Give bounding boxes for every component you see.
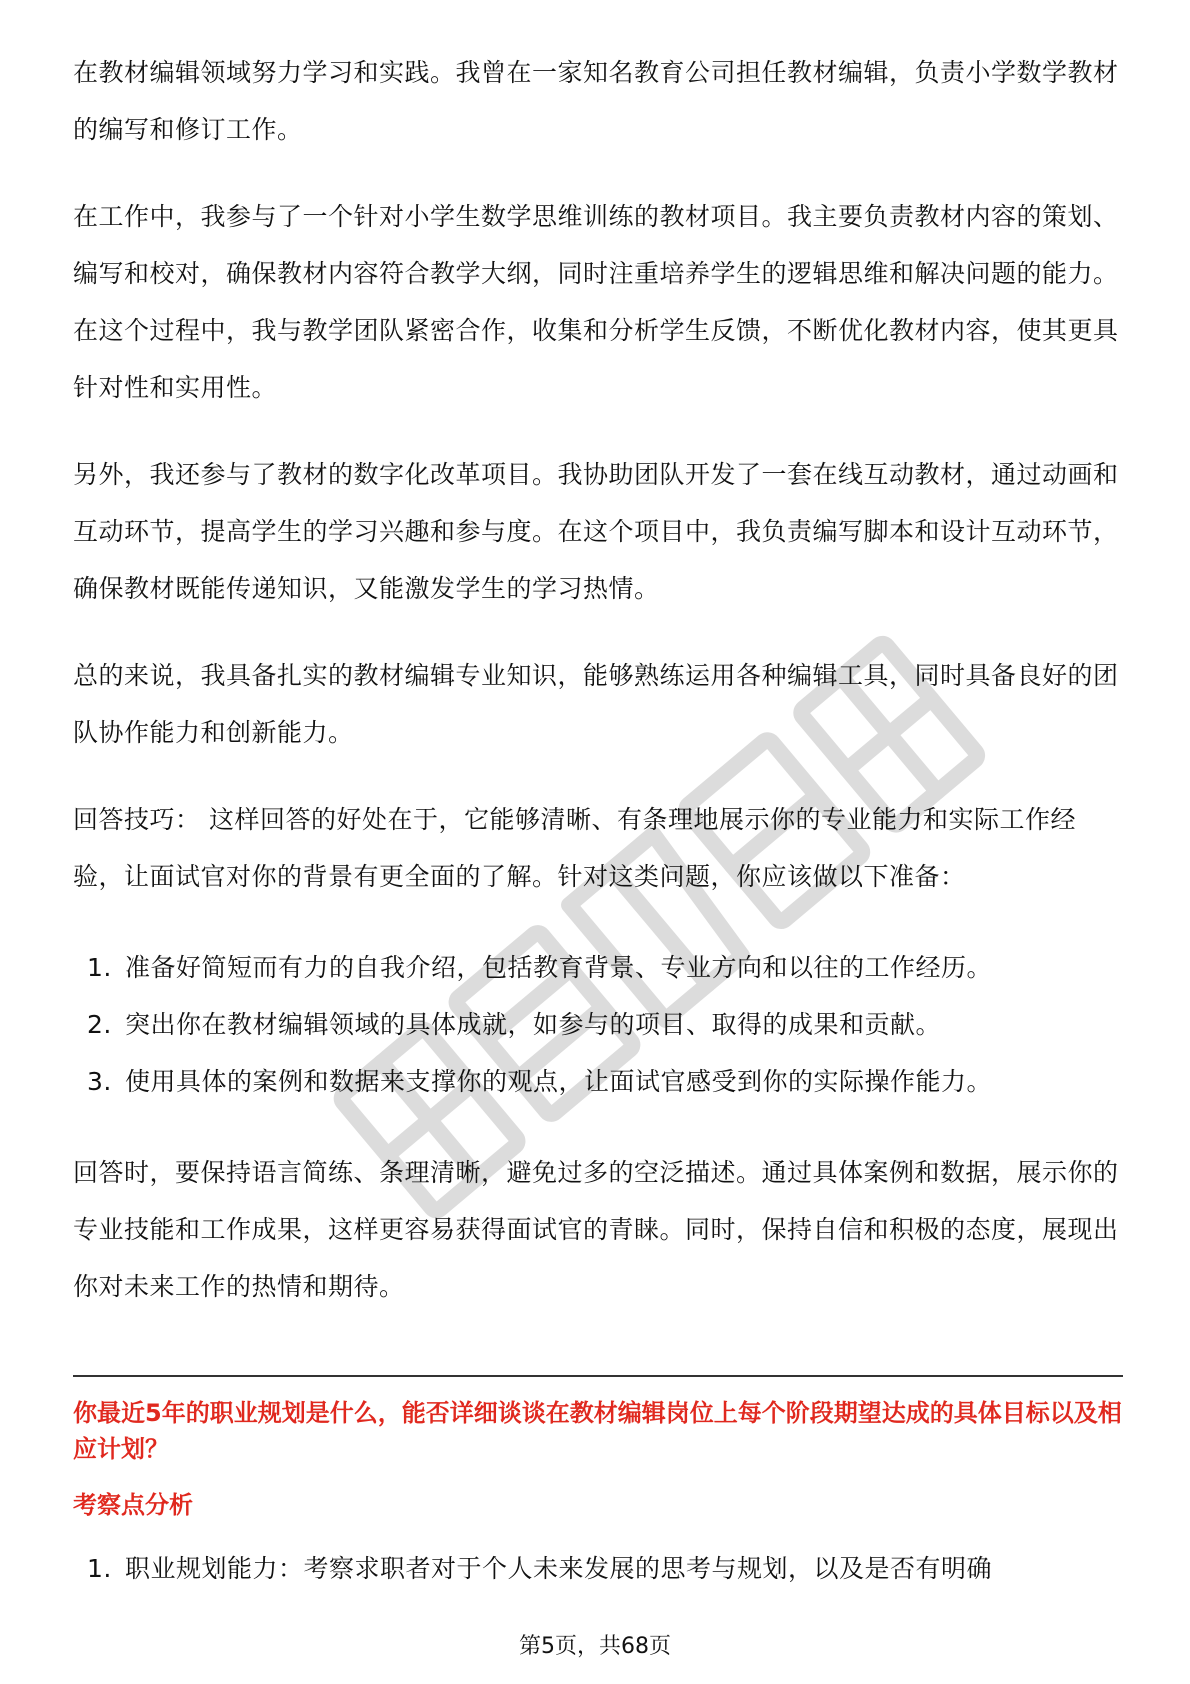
section-divider	[73, 1375, 1123, 1377]
paragraph-closing: 回答时，要保持语言简练、条理清晰，避免过多的空泛描述。通过具体案例和数据，展示你的专业技能和工作成果，这样更容易获得面试官的青睐。同时，保持自信和积极的态度，展现出你对未来工作的热情和期待。	[73, 1158, 1119, 1301]
paragraph-digital-reform: 另外，我还参与了教材的数字化改革项目。我协助团队开发了一套在线互动教材，通过动画和互动环节，提高学生的学习兴趣和参与度。在这个项目中，我负责编写脚本和设计互动环节，确保教材既能传递知识，又能激发学生的学习热情。	[73, 460, 1119, 603]
question-title: 你最近5年的职业规划是什么，能否详细谈谈在教材编辑岗位上每个阶段期望达成的具体目标以及相应计划？	[73, 1399, 1122, 1463]
list-item	[73, 996, 1123, 1053]
list-item-text: 突出你在教材编辑领域的具体成就，如参与的项目、取得的成果和贡献。	[125, 1010, 942, 1039]
list-item	[73, 939, 1123, 996]
page-indicator: 第5页，共68页	[513, 1634, 677, 1659]
paragraph-summary: 总的来说，我具备扎实的教材编辑专业知识，能够熟练运用各种编辑工具，同时具备良好的团队协作能力和创新能力。	[73, 661, 1119, 747]
list-item	[73, 1053, 1123, 1110]
list-item-number: 1.	[87, 1554, 112, 1583]
page-footer	[0, 1632, 1190, 1662]
list-item-text: 准备好简短而有力的自我介绍，包括教育背景、专业方向和以往的工作经历。	[125, 953, 993, 982]
paragraph-experience-intro: 在教材编辑领域努力学习和实践。我曾在一家知名教育公司担任教材编辑，负责小学数学教材的编写和修订工作。	[73, 58, 1119, 144]
section-heading: 考察点分析	[73, 1491, 193, 1519]
list-item-number: 2.	[87, 1010, 112, 1039]
list-item	[73, 1549, 1123, 1589]
list-item-number: 1.	[87, 953, 112, 982]
paragraph-math-project: 在工作中，我参与了一个针对小学生数学思维训练的教材项目。我主要负责教材内容的策划、编写和校对，确保教材内容符合教学大纲，同时注重培养学生的逻辑思维和解决问题的能力。在这个过程中，我与教学团队紧密合作，收集和分析学生反馈，不断优化教材内容，使其更具针对性和实用性。	[73, 202, 1119, 402]
paragraph-answer-tips: 回答技巧： 这样回答的好处在于，它能够清晰、有条理地展示你的专业能力和实际工作经验，让面试官对你的背景有更全面的了解。针对这类问题，你应该做以下准备：	[73, 805, 1076, 891]
list-item-text: 职业规划能力：考察求职者对于个人未来发展的思考与规划，以及是否有明确	[125, 1554, 993, 1583]
tips-list	[73, 939, 1123, 1110]
document-body	[73, 44, 1123, 1589]
list-item-text: 使用具体的案例和数据来支撑你的观点，让面试官感受到你的实际操作能力。	[125, 1067, 993, 1096]
list-item-number: 3.	[87, 1067, 112, 1096]
